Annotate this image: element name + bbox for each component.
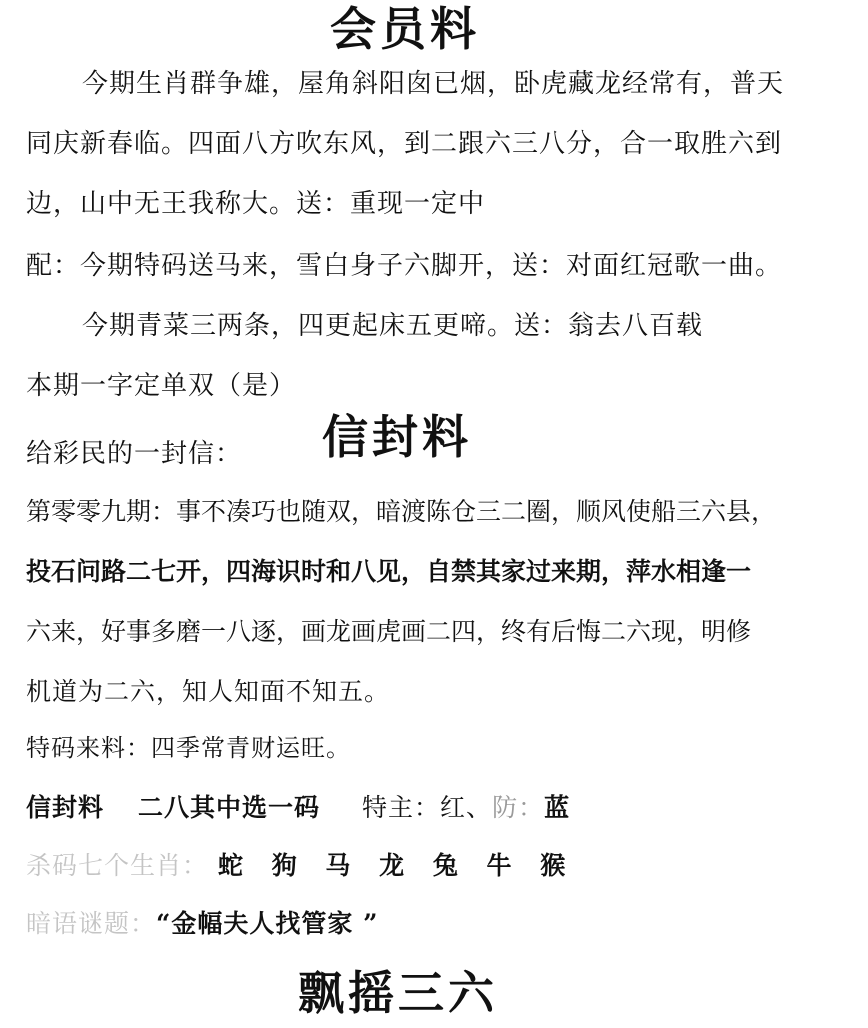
letter-zodiac-row — [26, 850, 575, 882]
letter-line-2: 投石问路二七开，四海识时和八见，自禁其家过来期，萍水相逢一 — [26, 557, 752, 586]
letter-line-1: 第零零九期：事不凑巧也随双，暗渡陈仓三二圈，顺风使船三六县， — [26, 497, 777, 526]
zodiac-animals: 蛇 狗 马 龙 兔 牛 猴 — [218, 851, 576, 880]
letter-summary-row — [26, 792, 570, 824]
member-line-3: 边，山中无王我称大。送：重现一定中 — [26, 189, 486, 219]
summary-label: 信封料 — [26, 793, 105, 822]
summary-color-guard-label: 防： — [492, 793, 545, 822]
summary-pick: 二八其中选一码 — [138, 793, 321, 822]
member-line-5: 今期青菜三两条，四更起床五更啼。送：翁去八百载 — [82, 311, 704, 341]
member-line-4: 配：今期特码送马来，雪白身子六脚开，送：对面红冠歌一曲。 — [26, 251, 783, 281]
riddle-label: 暗语谜题： — [26, 909, 157, 938]
summary-color-guard: 蓝 — [544, 793, 571, 822]
footer-title: 飘摇三六 — [298, 966, 498, 1020]
letter-line-4: 机道为二六，知人知面不知五。 — [26, 677, 391, 706]
letter-line-3: 六来，好事多磨一八逐，画龙画虎画二四，终有后悔二六现，明修 — [26, 617, 752, 646]
member-line-6: 本期一字定单双（是） — [26, 371, 297, 401]
zodiac-label: 杀码七个生肖： — [26, 851, 209, 880]
letter-riddle-row — [26, 908, 378, 940]
summary-color-main: 红、 — [440, 793, 493, 822]
summary-color-label: 特主： — [362, 793, 441, 822]
member-section-title: 会员料 — [330, 2, 480, 56]
riddle-text: “金幅夫人找管家 ” — [156, 909, 379, 938]
letter-line-5: 特码来料：四季常青财运旺。 — [26, 734, 351, 762]
member-line-1: 今期生肖群争雄，屋角斜阳囱已烟，卧虎藏龙经常有，普天 — [82, 69, 785, 99]
member-line-2: 同庆新春临。四面八方吹东风，到二跟六三八分，合一取胜六到 — [26, 129, 783, 159]
letter-section-title: 信封料 — [322, 410, 472, 464]
letter-intro: 给彩民的一封信： — [26, 439, 243, 469]
